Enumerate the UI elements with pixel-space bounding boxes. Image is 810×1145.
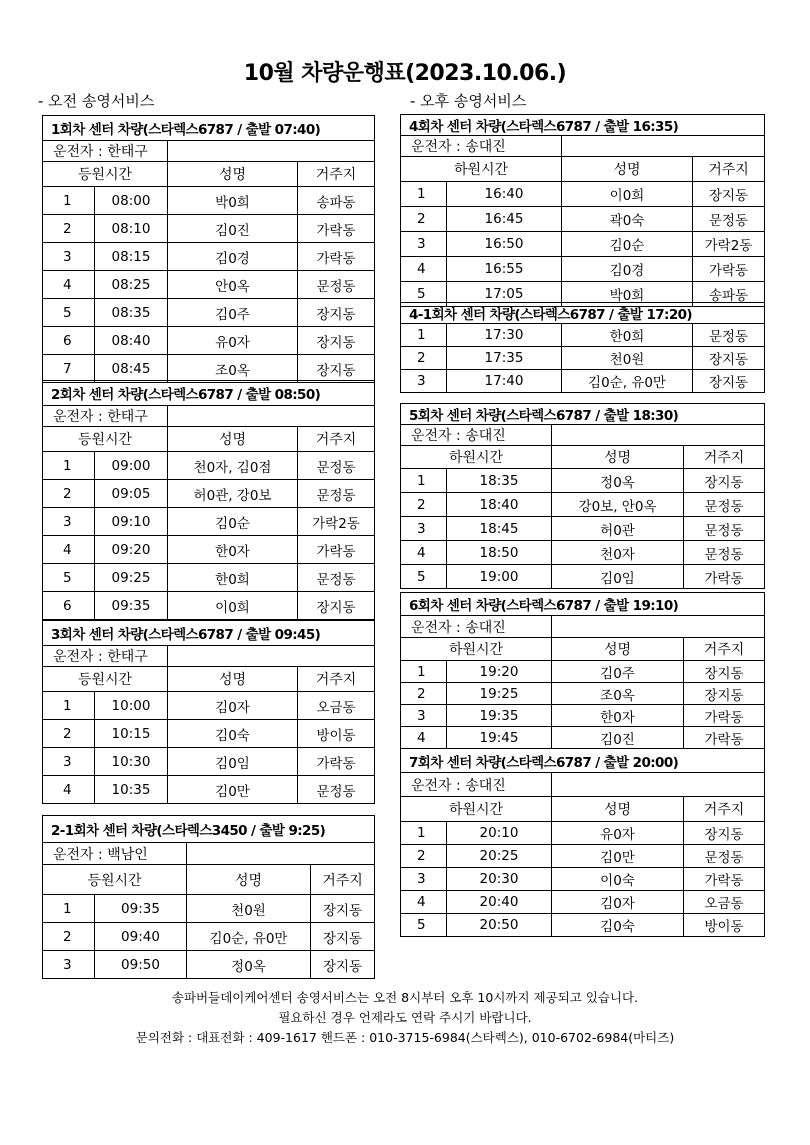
- row-address: 문정동: [684, 517, 765, 541]
- row-name: 김0순, 유0만: [562, 370, 693, 393]
- row-number: 3: [401, 868, 447, 891]
- row-address: 송파동: [693, 282, 765, 307]
- driver-label: 운전자 : 한태구: [43, 406, 168, 427]
- table-row: [43, 215, 375, 243]
- footer-contact-note: 필요하신 경우 언제라도 연락 주시기 바랍니다.: [278, 1010, 532, 1025]
- row-time: 08:35: [95, 299, 168, 327]
- row-time: 10:15: [95, 720, 168, 748]
- col-name-header: 성명: [168, 427, 298, 452]
- morning-service-label: - 오전 송영서비스: [38, 92, 155, 110]
- driver-row: [43, 646, 375, 667]
- col-time-header: 등원시간: [43, 667, 168, 692]
- row-time: 20:30: [447, 868, 552, 891]
- row-time: 16:50: [447, 232, 562, 257]
- driver-blank-cell: [168, 406, 375, 427]
- row-number: 4: [401, 257, 447, 282]
- row-number: 5: [401, 565, 447, 589]
- row-time: 16:40: [447, 182, 562, 207]
- row-time: 18:45: [447, 517, 552, 541]
- row-address: 방이동: [684, 914, 765, 937]
- table-row: [401, 182, 765, 207]
- row-name: 조0옥: [168, 355, 298, 383]
- row-name: 김0만: [168, 776, 298, 804]
- row-name: 김0숙: [168, 720, 298, 748]
- driver-label: 운전자 : 한태구: [43, 141, 168, 162]
- col-name-header: 성명: [562, 157, 693, 182]
- table-row: [401, 868, 765, 891]
- col-time-header: 등원시간: [43, 427, 168, 452]
- row-address: 장지동: [298, 327, 375, 355]
- driver-label: 운전자 : 송대진: [401, 136, 562, 157]
- driver-blank-cell: [552, 425, 765, 446]
- row-number: 3: [43, 243, 95, 271]
- row-number: 5: [401, 914, 447, 937]
- row-address: 문정동: [298, 271, 375, 299]
- row-time: 20:10: [447, 822, 552, 845]
- row-time: 16:45: [447, 207, 562, 232]
- row-time: 09:25: [95, 564, 168, 592]
- row-name: 천0원: [562, 347, 693, 370]
- trip-header: 4회차 센터 차량(스타렉스6787 / 출발 16:35): [401, 115, 765, 136]
- table-row: [43, 564, 375, 592]
- row-name: 한0희: [168, 564, 298, 592]
- row-name: 이0희: [562, 182, 693, 207]
- trip-header-row: [43, 621, 375, 646]
- row-time: 18:35: [447, 469, 552, 493]
- row-number: 2: [401, 683, 447, 705]
- row-time: 08:15: [95, 243, 168, 271]
- schedule-table-1: [42, 115, 375, 383]
- driver-blank-cell: [168, 141, 375, 162]
- driver-row: [401, 616, 765, 638]
- row-time: 08:00: [95, 187, 168, 215]
- row-address: 장지동: [693, 182, 765, 207]
- footer-service-hours: 송파버들데이케어센터 송영서비스는 오전 8시부터 오후 10시까지 제공되고 있습니다.: [171, 990, 639, 1005]
- trip-header-row: [43, 381, 375, 406]
- row-address: 장지동: [684, 683, 765, 705]
- row-address: 문정동: [298, 480, 375, 508]
- driver-label: 운전자 : 송대진: [401, 616, 552, 638]
- table-row: [43, 187, 375, 215]
- column-header-row: [43, 865, 375, 895]
- table-row: [401, 493, 765, 517]
- row-address: 오금동: [298, 692, 375, 720]
- driver-blank-cell: [562, 136, 765, 157]
- driver-blank-cell: [552, 616, 765, 638]
- row-number: 2: [401, 845, 447, 868]
- row-number: 5: [43, 564, 95, 592]
- row-time: 08:45: [95, 355, 168, 383]
- column-header-row: [401, 446, 765, 469]
- row-address: 가락동: [684, 565, 765, 589]
- row-address: 문정동: [298, 776, 375, 804]
- table-row: [401, 661, 765, 683]
- row-name: 김0주: [168, 299, 298, 327]
- col-addr-header: 거주지: [298, 667, 375, 692]
- row-name: 허0관: [552, 517, 684, 541]
- row-address: 오금동: [684, 891, 765, 914]
- row-address: 송파동: [298, 187, 375, 215]
- row-address: 문정동: [684, 541, 765, 565]
- row-name: 유0자: [168, 327, 298, 355]
- row-name: 천0원: [187, 895, 311, 923]
- row-name: 김0경: [562, 257, 693, 282]
- row-name: 천0자, 김0점: [168, 452, 298, 480]
- row-name: 김0임: [552, 565, 684, 589]
- row-name: 허0관, 강0보: [168, 480, 298, 508]
- driver-row: [43, 141, 375, 162]
- trip-header-row: [401, 404, 765, 425]
- row-number: 1: [401, 324, 447, 347]
- table-row: [401, 565, 765, 589]
- row-number: 1: [43, 895, 95, 923]
- row-address: 장지동: [298, 355, 375, 383]
- row-address: 가락동: [684, 727, 765, 749]
- row-address: 가락동: [684, 868, 765, 891]
- table-row: [43, 951, 375, 979]
- table-row: [401, 683, 765, 705]
- row-address: 장지동: [311, 951, 375, 979]
- row-number: 3: [43, 951, 95, 979]
- table-row: [401, 207, 765, 232]
- col-addr-header: 거주지: [684, 797, 765, 822]
- row-name: 김0임: [168, 748, 298, 776]
- row-address: 가락동: [298, 215, 375, 243]
- row-name: 곽0숙: [562, 207, 693, 232]
- row-time: 10:35: [95, 776, 168, 804]
- trip-header-row: [43, 816, 375, 843]
- row-address: 장지동: [684, 661, 765, 683]
- table-row: [43, 923, 375, 951]
- table-row: [401, 822, 765, 845]
- driver-row: [43, 406, 375, 427]
- row-number: 1: [401, 182, 447, 207]
- row-number: 4: [401, 891, 447, 914]
- row-number: 3: [401, 517, 447, 541]
- row-time: 09:35: [95, 592, 168, 620]
- col-addr-header: 거주지: [684, 446, 765, 469]
- driver-row: [401, 136, 765, 157]
- row-number: 2: [401, 207, 447, 232]
- trip-header: 2-1회차 센터 차량(스타렉스3450 / 출발 9:25): [43, 816, 375, 843]
- trip-header-row: [401, 303, 765, 324]
- column-header-row: [43, 427, 375, 452]
- table-row: [43, 536, 375, 564]
- col-addr-header: 거주지: [684, 638, 765, 661]
- row-number: 7: [43, 355, 95, 383]
- driver-row: [401, 425, 765, 446]
- row-address: 가락동: [298, 243, 375, 271]
- table-row: [43, 692, 375, 720]
- row-number: 4: [43, 536, 95, 564]
- row-name: 한0자: [168, 536, 298, 564]
- row-name: 김0숙: [552, 914, 684, 937]
- row-time: 09:20: [95, 536, 168, 564]
- row-address: 문정동: [298, 452, 375, 480]
- row-time: 18:50: [447, 541, 552, 565]
- col-time-header: 하원시간: [401, 638, 552, 661]
- row-address: 장지동: [298, 299, 375, 327]
- row-name: 정0옥: [552, 469, 684, 493]
- col-time-header: 하원시간: [401, 797, 552, 822]
- row-address: 문정동: [684, 493, 765, 517]
- row-number: 4: [401, 727, 447, 749]
- row-number: 4: [43, 776, 95, 804]
- row-name: 강0보, 안0옥: [552, 493, 684, 517]
- col-addr-header: 거주지: [311, 865, 375, 895]
- row-address: 가락동: [684, 705, 765, 727]
- table-row: [401, 914, 765, 937]
- driver-label: 운전자 : 송대진: [401, 425, 552, 446]
- row-time: 17:35: [447, 347, 562, 370]
- col-addr-header: 거주지: [298, 162, 375, 187]
- row-address: 가락동: [693, 257, 765, 282]
- row-name: 김0자: [552, 891, 684, 914]
- row-address: 장지동: [693, 347, 765, 370]
- driver-label: 운전자 : 한태구: [43, 646, 168, 667]
- row-name: 안0옥: [168, 271, 298, 299]
- row-name: 이0희: [168, 592, 298, 620]
- col-name-header: 성명: [168, 667, 298, 692]
- trip-header-row: [401, 115, 765, 136]
- row-name: 김0순, 유0만: [187, 923, 311, 951]
- row-time: 10:00: [95, 692, 168, 720]
- row-time: 20:25: [447, 845, 552, 868]
- row-address: 문정동: [298, 564, 375, 592]
- row-time: 17:30: [447, 324, 562, 347]
- schedule-table-3: [42, 620, 375, 804]
- column-header-row: [401, 797, 765, 822]
- row-address: 문정동: [693, 324, 765, 347]
- row-address: 가락동: [298, 748, 375, 776]
- row-name: 김0경: [168, 243, 298, 271]
- col-addr-header: 거주지: [298, 427, 375, 452]
- trip-header-row: [43, 116, 375, 141]
- row-number: 2: [401, 347, 447, 370]
- col-name-header: 성명: [552, 638, 684, 661]
- row-time: 09:10: [95, 508, 168, 536]
- column-header-row: [401, 638, 765, 661]
- table-row: [401, 370, 765, 393]
- table-row: [43, 271, 375, 299]
- table-row: [401, 517, 765, 541]
- driver-blank-cell: [552, 773, 765, 797]
- table-row: [43, 720, 375, 748]
- footer-phone-numbers: 문의전화 : 대표전화 : 409-1617 핸드폰 : 010-3715-6984(스타렉스), 010-6702-6984(마티즈): [135, 1030, 675, 1045]
- row-address: 장지동: [684, 469, 765, 493]
- row-name: 정0옥: [187, 951, 311, 979]
- row-time: 08:25: [95, 271, 168, 299]
- row-time: 19:45: [447, 727, 552, 749]
- trip-header: 7회차 센터 차량(스타렉스6787 / 출발 20:00): [401, 749, 765, 773]
- col-addr-header: 거주지: [693, 157, 765, 182]
- col-time-header: 하원시간: [401, 446, 552, 469]
- row-address: 문정동: [693, 207, 765, 232]
- row-address: 장지동: [693, 370, 765, 393]
- table-row: [43, 592, 375, 620]
- col-time-header: 등원시간: [43, 865, 187, 895]
- row-name: 한0희: [562, 324, 693, 347]
- row-name: 김0자: [168, 692, 298, 720]
- schedule-table-6: [400, 302, 765, 393]
- row-number: 2: [43, 923, 95, 951]
- row-address: 가락2동: [298, 508, 375, 536]
- row-time: 09:40: [95, 923, 187, 951]
- trip-header: 3회차 센터 차량(스타렉스6787 / 출발 09:45): [43, 621, 375, 646]
- row-time: 19:20: [447, 661, 552, 683]
- table-row: [43, 243, 375, 271]
- row-number: 5: [401, 282, 447, 307]
- table-row: [43, 480, 375, 508]
- page-title: 10월 차량운행표(2023.10.06.): [243, 61, 567, 86]
- row-address: 가락동: [298, 536, 375, 564]
- table-row: [401, 705, 765, 727]
- row-time: 20:40: [447, 891, 552, 914]
- row-number: 2: [43, 215, 95, 243]
- row-name: 김0진: [168, 215, 298, 243]
- row-number: 3: [43, 748, 95, 776]
- schedule-table-4: [42, 815, 375, 979]
- row-number: 1: [43, 452, 95, 480]
- row-time: 08:40: [95, 327, 168, 355]
- table-row: [43, 355, 375, 383]
- row-time: 09:00: [95, 452, 168, 480]
- col-name-header: 성명: [552, 446, 684, 469]
- trip-header: 6회차 센터 차량(스타렉스6787 / 출발 19:10): [401, 593, 765, 616]
- row-time: 19:00: [447, 565, 552, 589]
- table-row: [401, 541, 765, 565]
- column-header-row: [43, 162, 375, 187]
- row-name: 김0순: [168, 508, 298, 536]
- schedule-table-9: [400, 748, 765, 937]
- table-row: [401, 324, 765, 347]
- column-header-row: [43, 667, 375, 692]
- table-row: [401, 257, 765, 282]
- row-address: 장지동: [684, 822, 765, 845]
- row-name: 천0자: [552, 541, 684, 565]
- driver-blank-cell: [168, 646, 375, 667]
- table-row: [43, 299, 375, 327]
- row-number: 3: [401, 705, 447, 727]
- table-row: [43, 776, 375, 804]
- trip-header: 5회차 센터 차량(스타렉스6787 / 출발 18:30): [401, 404, 765, 425]
- row-number: 6: [43, 327, 95, 355]
- row-time: 19:25: [447, 683, 552, 705]
- row-time: 16:55: [447, 257, 562, 282]
- row-time: 08:10: [95, 215, 168, 243]
- row-name: 이0숙: [552, 868, 684, 891]
- table-row: [401, 469, 765, 493]
- row-number: 5: [43, 299, 95, 327]
- trip-header-row: [401, 749, 765, 773]
- row-number: 4: [401, 541, 447, 565]
- table-row: [401, 891, 765, 914]
- col-time-header: 등원시간: [43, 162, 168, 187]
- driver-blank-cell: [187, 843, 375, 865]
- row-name: 한0자: [552, 705, 684, 727]
- trip-header: 1회차 센터 차량(스타렉스6787 / 출발 07:40): [43, 116, 375, 141]
- row-name: 김0만: [552, 845, 684, 868]
- table-row: [401, 727, 765, 749]
- table-row: [43, 895, 375, 923]
- row-number: 2: [43, 720, 95, 748]
- trip-header: 4-1회차 센터 차량(스타렉스6787 / 출발 17:20): [401, 303, 765, 324]
- row-number: 2: [401, 493, 447, 517]
- table-row: [401, 347, 765, 370]
- row-name: 박0희: [168, 187, 298, 215]
- row-number: 4: [43, 271, 95, 299]
- row-time: 10:30: [95, 748, 168, 776]
- row-number: 1: [43, 692, 95, 720]
- row-time: 20:50: [447, 914, 552, 937]
- row-time: 17:40: [447, 370, 562, 393]
- row-time: 18:40: [447, 493, 552, 517]
- row-number: 2: [43, 480, 95, 508]
- row-address: 장지동: [311, 923, 375, 951]
- trip-header-row: [401, 593, 765, 616]
- row-time: 09:05: [95, 480, 168, 508]
- driver-row: [43, 843, 375, 865]
- row-number: 3: [43, 508, 95, 536]
- row-name: 김0주: [552, 661, 684, 683]
- table-row: [43, 508, 375, 536]
- column-header-row: [401, 157, 765, 182]
- schedule-table-7: [400, 403, 765, 589]
- col-time-header: 하원시간: [401, 157, 562, 182]
- schedule-table-2: [42, 380, 375, 620]
- table-row: [401, 232, 765, 257]
- row-name: 박0희: [562, 282, 693, 307]
- row-address: 방이동: [298, 720, 375, 748]
- row-number: 3: [401, 370, 447, 393]
- row-time: 19:35: [447, 705, 552, 727]
- row-number: 1: [401, 822, 447, 845]
- row-name: 김0순: [562, 232, 693, 257]
- driver-label: 운전자 : 송대진: [401, 773, 552, 797]
- row-number: 1: [43, 187, 95, 215]
- trip-header: 2회차 센터 차량(스타렉스6787 / 출발 08:50): [43, 381, 375, 406]
- row-name: 김0진: [552, 727, 684, 749]
- table-row: [43, 452, 375, 480]
- col-name-header: 성명: [187, 865, 311, 895]
- row-number: 6: [43, 592, 95, 620]
- driver-label: 운전자 : 백남인: [43, 843, 187, 865]
- row-address: 장지동: [311, 895, 375, 923]
- driver-row: [401, 773, 765, 797]
- row-number: 3: [401, 232, 447, 257]
- schedule-table-5: [400, 114, 765, 307]
- row-address: 장지동: [298, 592, 375, 620]
- row-number: 1: [401, 661, 447, 683]
- table-row: [43, 327, 375, 355]
- row-number: 1: [401, 469, 447, 493]
- row-name: 유0자: [552, 822, 684, 845]
- row-time: 17:05: [447, 282, 562, 307]
- table-row: [401, 845, 765, 868]
- col-name-header: 성명: [168, 162, 298, 187]
- schedule-table-8: [400, 592, 765, 749]
- afternoon-service-label: - 오후 송영서비스: [410, 92, 527, 110]
- col-name-header: 성명: [552, 797, 684, 822]
- row-time: 09:35: [95, 895, 187, 923]
- row-address: 문정동: [684, 845, 765, 868]
- table-row: [43, 748, 375, 776]
- row-name: 조0옥: [552, 683, 684, 705]
- row-time: 09:50: [95, 951, 187, 979]
- row-address: 가락2동: [693, 232, 765, 257]
